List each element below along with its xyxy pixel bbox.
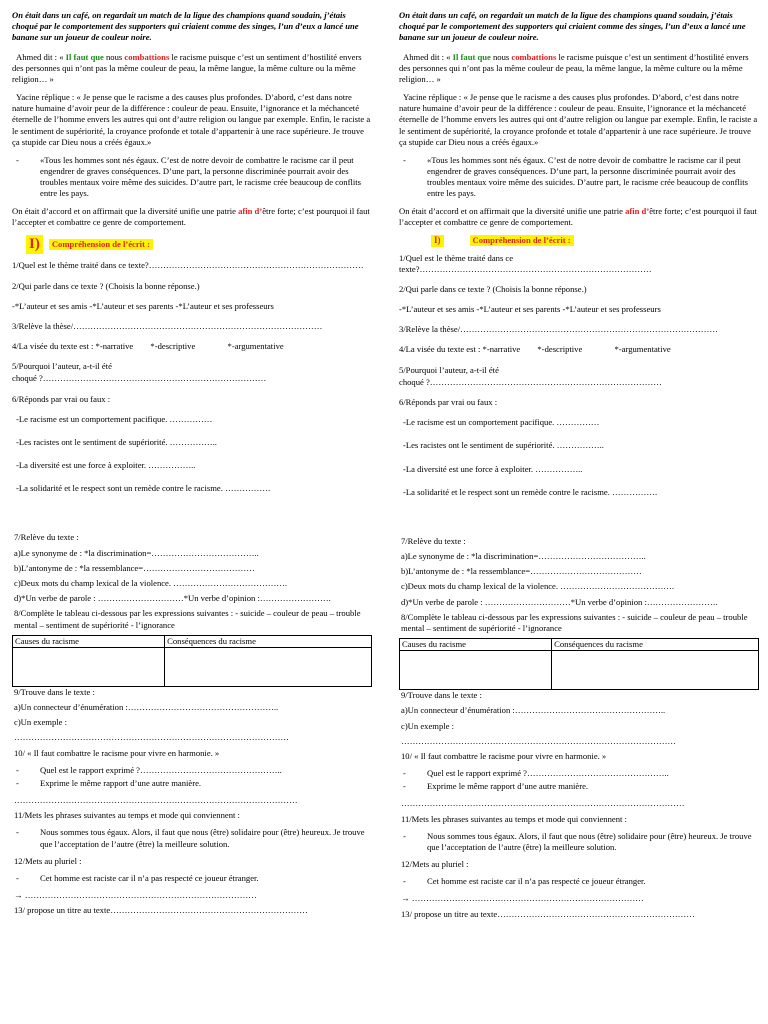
question-1-text: 1/Quel est le thème traité dans ce texte? <box>399 252 514 274</box>
ahmed-rest: le racisme puisque c’est un sentiment d’hostilité envers des personnes qui n’ont pas la même couleur de peau, la même langue, la même culture ou la même religion… » <box>399 51 749 84</box>
q7-item: a)Le synonyme de : *la discrimination=……………………………….. <box>14 547 259 558</box>
question-10: 10/ « Il faut combattre le racisme pour vivre en harmonie. » <box>401 750 607 761</box>
highlight-il-faut-que: Il faut que <box>65 51 104 62</box>
highlight-combattions: combattions <box>124 51 170 62</box>
q10-item <box>399 768 759 779</box>
ahmed-rest: le racisme puisque c’est un sentiment d’hostilité envers des personnes qui n’ont pas la même couleur de peau, la même langue, la même culture ou la même religion… » <box>12 51 362 84</box>
question-6: 6/Réponds par vrai ou faux : <box>399 396 498 407</box>
conclusion-after: être forte; c’est pourquoi il faut l’accepter et combattre ce genre de comportement. <box>399 205 757 227</box>
bullet-dash: - <box>403 781 406 792</box>
section-label: Compréhension de l’écrit : <box>49 239 153 250</box>
bullet-dash: - <box>16 764 19 775</box>
bullet-dash: - <box>403 768 406 779</box>
question-9a: a)Un connecteur d’énumération :…………………………………………….. <box>401 705 666 716</box>
table-header-row <box>13 635 372 647</box>
quote-bullet <box>12 155 372 200</box>
question-5-line2: choqué ?……………………………………………………………………… <box>399 376 662 387</box>
question-4-text: 4/La visée du texte est : <box>399 344 483 355</box>
highlight-il-faut-que: Il faut que <box>452 51 491 62</box>
q12-answer-line: → ……………………………………………………………………… <box>14 890 257 901</box>
question-5-text: choqué ? <box>399 376 430 387</box>
spacer <box>12 506 372 532</box>
highlight-combattions: combattions <box>511 51 557 62</box>
section-number: I) <box>26 235 43 255</box>
question-9c: c)Un exemple : <box>401 720 454 731</box>
question-3-text: 3/Relève la thèse/ <box>12 320 74 331</box>
q10-item-text: Quel est le rapport exprimé ?………………………………………….. <box>427 768 669 779</box>
conclusion-paragraph <box>399 206 759 228</box>
table-row <box>13 647 372 686</box>
q10-item <box>12 765 372 776</box>
highlight-afin-d: afin d’ <box>625 205 650 216</box>
tf-item: -La diversité est une force à exploiter. …………….. <box>16 460 196 471</box>
ahmed-prefix: Ahmed dit : « <box>16 51 66 62</box>
bullet-dash: - <box>403 830 406 841</box>
question-12: 12/Mets au pluriel : <box>401 859 469 870</box>
q11-item-text: Nous sommes tous égaux. Alors, il faut que nous (être) solidaire pour (être) heureux. Je trouve que l’acceptation de l’autre (être) la meilleure solution. <box>40 827 365 849</box>
conclusion-paragraph <box>12 206 372 228</box>
tf-item: -La solidarité et le respect sont un remède contre le racisme. ……………. <box>403 486 658 497</box>
answer-dots: ……………………………………………………………………………………… <box>14 795 298 806</box>
question-9a: a)Un connecteur d’énumération :…………………………………………….. <box>14 702 279 713</box>
spacer <box>399 510 759 536</box>
q12-answer-line: → ……………………………………………………………………… <box>401 893 644 904</box>
section-title <box>399 235 759 247</box>
question-5-line1: 5/Pourquoi l’auteur, a-t-il été <box>12 361 112 372</box>
causes-table <box>399 638 759 690</box>
intro-paragraph: On était dans un café, on regardait un match de la ligue des champions quand soudain, j’étais choqué par le comportement des supporters qui criaient comme des singes, l’un d’eux a lancé une banane sur un joueur de couleur noire. <box>12 10 359 43</box>
header-consequences: Conséquences du racisme <box>165 635 372 647</box>
bullet-dash: - <box>16 827 19 838</box>
causes-cell[interactable] <box>400 651 552 690</box>
q7-item: b)L’antonyme de : *la ressemblance=………………………………… <box>14 562 255 573</box>
tf-item: -Le racisme est un comportement pacifique. …………… <box>403 417 600 428</box>
bullet-dash: - <box>403 154 406 165</box>
option-descriptive: *-descriptive <box>150 341 196 352</box>
answer-dots: …………………………………………………………………………………… <box>14 732 289 743</box>
q7-item: c)Deux mots du champ lexical de la violence. …………………………………. <box>14 578 288 588</box>
bullet-dash: - <box>16 154 19 165</box>
ahmed-prefix: Ahmed dit : « <box>403 51 453 62</box>
question-8: 8/Complète le tableau ci-dessous par les expressions suivantes : - suicide – couleur de peau – trouble mental – sentiment de supériorité - l’ignorance <box>401 611 748 633</box>
question-1: 1/Quel est le thème traité dans ce texte?……………………………………………………………………… <box>399 252 652 274</box>
question-4 <box>12 341 372 352</box>
q12-item <box>399 876 759 887</box>
question-5-line1: 5/Pourquoi l’auteur, a-t-il été <box>399 364 499 375</box>
bullet-dash: - <box>16 872 19 883</box>
question-2-options: -*L’auteur et ses amis -*L’auteur et ses parents -*L’auteur et ses professeurs <box>399 304 661 315</box>
conclusion-before: On était d’accord et on affirmait que la diversité unifie une patrie <box>399 205 626 216</box>
question-11: 11/Mets les phrases suivantes au temps et mode qui conviennent : <box>401 813 627 824</box>
option-narrative: *-narrative <box>95 341 134 352</box>
consequences-cell[interactable] <box>165 647 372 686</box>
question-13-text: 13/ propose un titre au texte <box>401 908 498 919</box>
tf-item: -La solidarité et le respect sont un remède contre le racisme. ……………. <box>16 483 271 494</box>
question-12: 12/Mets au pluriel : <box>14 855 82 866</box>
question-2: 2/Qui parle dans ce texte ? (Choisis la bonne réponse.) <box>399 283 587 294</box>
question-13-text: 13/ propose un titre au texte <box>14 905 111 916</box>
table-row <box>400 651 759 690</box>
question-8: 8/Complète le tableau ci-dessous par les expressions suivantes : - suicide – couleur de peau – trouble mental – sentiment de supériorité - l’ignorance <box>14 608 361 630</box>
question-7: 7/Relève du texte : <box>14 532 79 543</box>
question-9: 9/Trouve dans le texte : <box>401 690 482 701</box>
quote-text: «Tous les hommes sont nés égaux. C’est de notre devoir de combattre le racisme car il peut engendrer de graves conséquences. D’une part, la personne discriminée pourrait avoir des troubles mentaux voire même des suicides. D’autre part, le racisme crée beaucoup de conflits entre les pays. <box>427 154 748 199</box>
ahmed-paragraph <box>399 52 759 86</box>
yacine-paragraph: Yacine réplique : « Je pense que le racisme a des causes plus profondes. D’abord, c’est dans notre nature humaine d’avoir peur de la différence : couleur de peau. Ensuite, l’ignorance et la méchanceté éternelle de l’homme envers les autres qui ont d’autre religion ou langue par exemple. Enfin, le raciste a le sentiment de supériorité, la croyance profonde et totale d’appartenir à une race supérieure. Je trouve ça stupide car Dieu nous a créés égaux.» <box>399 92 758 147</box>
option-argumentative: *-argumentative <box>614 344 671 355</box>
bullet-dash: - <box>16 777 19 788</box>
question-1-text: 1/Quel est le thème traité dans ce texte? <box>12 260 149 271</box>
intro-paragraph: On était dans un café, on regardait un match de la ligue des champions quand soudain, j’étais choqué par le comportement des supporters qui criaient comme des singes, l’un d’eux a lancé une banane sur un joueur de couleur noire. <box>399 10 746 43</box>
question-10: 10/ « Il faut combattre le racisme pour vivre en harmonie. » <box>14 747 220 758</box>
q10-item-text: Exprime le même rapport d’une autre manière. <box>40 777 202 788</box>
question-1: 1/Quel est le thème traité dans ce texte?………………………………………………………………… <box>12 260 364 271</box>
q10-item <box>12 778 372 789</box>
question-3: 3/Relève la thèse/……………………………………………………………………………… <box>399 324 718 335</box>
option-narrative: *-narrative <box>482 344 521 355</box>
option-descriptive: *-descriptive <box>537 344 583 355</box>
q7-item: a)Le synonyme de : *la discrimination=……………………………….. <box>401 551 646 562</box>
conclusion-before: On était d’accord et on affirmait que la diversité unifie une patrie <box>12 205 239 216</box>
q7-item: d)*Un verbe de parole : …………………………*Un verbe d’opinion :……………………. <box>14 593 331 604</box>
ahmed-middle: nous <box>490 51 512 62</box>
q7-item: c)Deux mots du champ lexical de la violence. …………………………………. <box>401 581 675 592</box>
header-causes: Causes du racisme <box>13 635 165 647</box>
left-column <box>12 10 372 920</box>
q11-item <box>12 827 372 849</box>
question-5-text: choqué ? <box>12 373 43 384</box>
q12-item-text: Cet homme est raciste car il n’a pas respecté ce joueur étranger. <box>427 876 646 887</box>
question-4 <box>399 344 759 355</box>
causes-table <box>12 635 372 687</box>
answer-dots: …………………………………………………………………………………… <box>401 735 676 746</box>
conclusion-after: être forte; c’est pourquoi il faut l’accepter et combattre ce genre de comportement. <box>12 205 370 227</box>
question-2-options: -*L’auteur et ses amis -*L’auteur et ses parents -*L’auteur et ses professeurs <box>12 300 274 311</box>
tf-item: -Le racisme est un comportement pacifique. …………… <box>16 413 213 424</box>
question-13: 13/ propose un titre au texte…………………………………………………………… <box>14 905 308 916</box>
tf-item: -Les racistes ont le sentiment de supériorité. …………….. <box>16 436 217 447</box>
question-9: 9/Trouve dans le texte : <box>14 686 95 697</box>
section-label: Compréhension de l’écrit : <box>470 235 574 246</box>
q7-item: b)L’antonyme de : *la ressemblance=………………………………… <box>401 566 642 577</box>
question-13: 13/ propose un titre au texte…………………………………………………………… <box>401 908 695 919</box>
question-7: 7/Relève du texte : <box>401 535 466 546</box>
yacine-paragraph: Yacine réplique : « Je pense que le racisme a des causes plus profondes. D’abord, c’est dans notre nature humaine d’avoir peur de la différence : couleur de peau. Ensuite, l’ignorance et la méchanceté éternelle de l’homme envers les autres qui ont d’autre religion ou langue par exemple. Enfin, le raciste a le sentiment de supériorité, la croyance profonde et totale d’appartenir à une race supérieure. Je trouve ça stupide car Dieu nous a créés égaux.» <box>12 92 371 147</box>
tf-item: -Les racistes ont le sentiment de supériorité. …………….. <box>403 440 604 451</box>
q11-item <box>399 831 759 853</box>
quote-bullet <box>399 155 759 200</box>
question-4-text: 4/La visée du texte est : <box>12 341 96 352</box>
q10-item-text: Quel est le rapport exprimé ?………………………………………….. <box>40 764 282 775</box>
section-title <box>12 235 372 255</box>
header-causes: Causes du racisme <box>400 639 552 651</box>
question-3-text: 3/Relève la thèse/ <box>399 324 461 335</box>
consequences-cell[interactable] <box>552 651 759 690</box>
q10-item <box>399 781 759 792</box>
q7-item: d)*Un verbe de parole : …………………………*Un verbe d’opinion :……………………. <box>401 596 718 607</box>
q10-item-text: Exprime le même rapport d’une autre manière. <box>427 781 589 792</box>
option-argumentative: *-argumentative <box>227 341 284 352</box>
header-consequences: Conséquences du racisme <box>552 639 759 651</box>
question-2: 2/Qui parle dans ce texte ? (Choisis la bonne réponse.) <box>12 280 200 291</box>
q12-item <box>12 873 372 884</box>
ahmed-middle: nous <box>103 51 125 62</box>
table-header-row <box>400 639 759 651</box>
answer-dots: ……………………………………………………………………………………… <box>401 798 685 809</box>
question-9c: c)Un exemple : <box>14 717 67 728</box>
question-3: 3/Relève la thèse/…………………………………………………………………………… <box>12 320 323 331</box>
right-column <box>399 10 759 924</box>
ahmed-paragraph <box>12 52 372 86</box>
tf-item: -La diversité est une force à exploiter. …………….. <box>403 463 583 474</box>
q12-item-text: Cet homme est raciste car il n’a pas respecté ce joueur étranger. <box>40 872 259 883</box>
question-6: 6/Réponds par vrai ou faux : <box>12 393 111 404</box>
section-number: I) <box>431 235 444 247</box>
q11-item-text: Nous sommes tous égaux. Alors, il faut que nous (être) solidaire pour (être) heureux. Je trouve que l’acceptation de l’autre (être) la meilleure solution. <box>427 830 752 852</box>
highlight-afin-d: afin d’ <box>238 205 263 216</box>
bullet-dash: - <box>403 876 406 887</box>
question-11: 11/Mets les phrases suivantes au temps et mode qui conviennent : <box>14 810 240 821</box>
quote-text: «Tous les hommes sont nés égaux. C’est de notre devoir de combattre le racisme car il peut engendrer de graves conséquences. D’une part, la personne discriminée pourrait avoir des troubles mentaux voire même des suicides. D’autre part, le racisme crée beaucoup de conflits entre les pays. <box>40 154 361 199</box>
question-5-line2: choqué ?…………………………………………………………………… <box>12 373 267 384</box>
causes-cell[interactable] <box>13 647 165 686</box>
